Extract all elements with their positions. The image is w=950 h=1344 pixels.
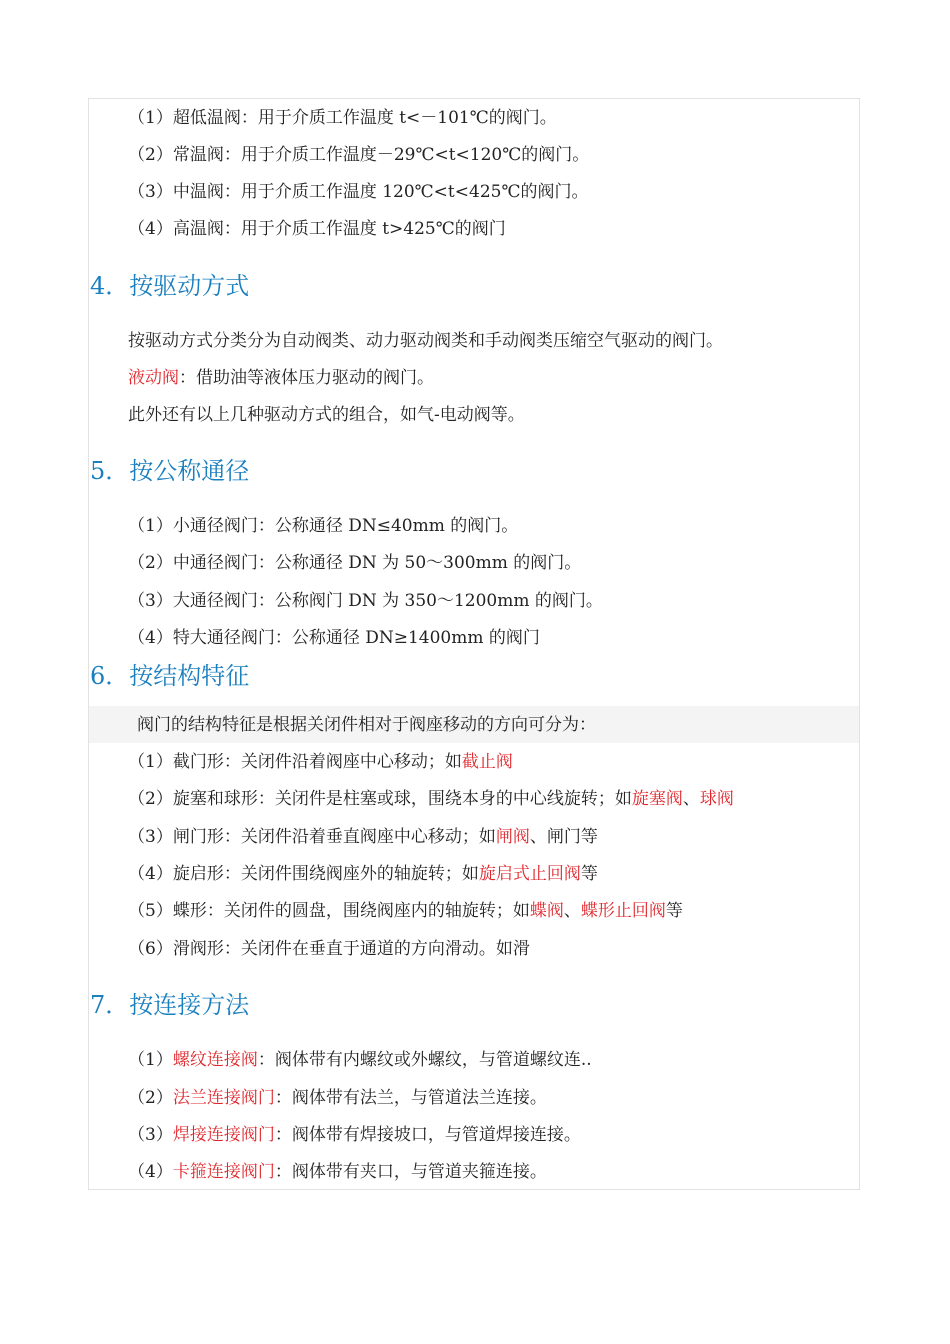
connection-item-2-text: ：阀体带有法兰，与管道法兰连接。: [274, 1088, 547, 1108]
diameter-item-4: （4）特大通径阀门：公称通径 DN≥1400mm 的阀门: [128, 628, 540, 648]
connection-item-3: [128, 1124, 581, 1146]
structure-item-4-tail: 等: [580, 864, 598, 884]
structure-item-2-text: （2）旋塞和球形：关闭件是柱塞或球，围绕本身的中心线旋转；如: [128, 789, 632, 809]
connection-item-3-text: ：阀体带有焊接坡口，与管道焊接连接。: [274, 1125, 581, 1145]
structure-item-5-tail: 等: [665, 901, 683, 921]
connection-item-2: [128, 1087, 547, 1109]
drive-paragraph-3: 此外还有以上几种驱动方式的组合，如气-电动阀等。: [128, 405, 525, 425]
structure-item-6: （6）滑阀形：关闭件在垂直于通道的方向滑动。如滑: [128, 939, 530, 959]
swing-check-valve-link[interactable]: 旋启式止回阀: [478, 864, 581, 884]
temp-item-3: （3）中温阀：用于介质工作温度 120℃<t<425℃的阀门。: [128, 182, 589, 202]
section-4-heading: 4．按驱动方式: [90, 272, 250, 300]
connection-item-3-num: （3）: [128, 1125, 173, 1145]
threaded-valve-link[interactable]: 螺纹连接阀: [172, 1050, 258, 1070]
diameter-item-2: （2）中通径阀门：公称通径 DN 为 50～300mm 的阀门。: [128, 553, 582, 573]
connection-item-4-text: ：阀体带有夹口，与管道夹箍连接。: [274, 1162, 547, 1182]
structure-item-1: [128, 751, 513, 773]
structure-item-2: [128, 788, 734, 810]
gate-valve-link[interactable]: 闸阀: [495, 827, 530, 847]
structure-item-3-text: （3）闸门形：关闭件沿着垂直阀座中心移动；如: [128, 827, 496, 847]
connection-item-4-num: （4）: [128, 1162, 173, 1182]
structure-item-4-text: （4）旋启形：关闭件围绕阀座外的轴旋转；如: [128, 864, 479, 884]
plug-valve-link[interactable]: 旋塞阀: [631, 789, 683, 809]
ball-valve-link[interactable]: 球阀: [699, 789, 734, 809]
butterfly-check-valve-link[interactable]: 蝶形止回阀: [580, 901, 666, 921]
temp-item-4: （4）高温阀：用于介质工作温度 t>425℃的阀门: [128, 219, 506, 239]
connection-item-1-num: （1）: [128, 1050, 173, 1070]
structure-intro: 阀门的结构特征是根据关闭件相对于阀座移动的方向可分为：: [137, 715, 596, 735]
section-7-heading: 7．按连接方法: [90, 991, 250, 1019]
diameter-item-1: （1）小通径阀门：公称通径 DN≤40mm 的阀门。: [128, 516, 519, 536]
clamp-valve-link[interactable]: 卡箍连接阀门: [172, 1162, 275, 1182]
hydraulic-valve-link[interactable]: 液动阀: [128, 368, 179, 388]
structure-item-2-sep: 、: [682, 789, 700, 809]
connection-item-4: [128, 1161, 547, 1183]
structure-item-1-text: （1）截门形：关闭件沿着阀座中心移动；如: [128, 752, 462, 772]
structure-item-3-tail: 、闸门等: [529, 827, 598, 847]
structure-item-5-text: （5）蝶形：关闭件的圆盘，围绕阀座内的轴旋转；如: [128, 901, 530, 921]
connection-item-1-text: ：阀体带有内螺纹或外螺纹，与管道螺纹连..: [257, 1050, 592, 1070]
connection-item-1: [128, 1049, 592, 1071]
section-6-heading: 6．按结构特征: [90, 662, 250, 690]
section-5-heading: 5．按公称通径: [90, 457, 250, 485]
hydraulic-valve-desc: ：借助油等液体压力驱动的阀门。: [179, 368, 434, 388]
structure-item-4: [128, 863, 598, 885]
connection-item-2-num: （2）: [128, 1088, 173, 1108]
temp-item-1: （1）超低温阀：用于介质工作温度 t<－101℃的阀门。: [128, 108, 557, 128]
structure-item-5: [128, 900, 683, 922]
temp-item-2: （2）常温阀：用于介质工作温度－29℃<t<120℃的阀门。: [128, 145, 590, 165]
butterfly-valve-link[interactable]: 蝶阀: [529, 901, 564, 921]
globe-valve-link[interactable]: 截止阀: [461, 752, 513, 772]
welded-valve-link[interactable]: 焊接连接阀门: [172, 1125, 275, 1145]
drive-paragraph-1: 按驱动方式分类分为自动阀类、动力驱动阀类和手动阀类压缩空气驱动的阀门。: [128, 331, 723, 351]
structure-item-5-sep: 、: [563, 901, 581, 921]
diameter-item-3: （3）大通径阀门：公称阀门 DN 为 350～1200mm 的阀门。: [128, 591, 603, 611]
structure-item-3: [128, 826, 598, 848]
drive-paragraph-2: [128, 367, 434, 389]
flanged-valve-link[interactable]: 法兰连接阀门: [172, 1088, 275, 1108]
